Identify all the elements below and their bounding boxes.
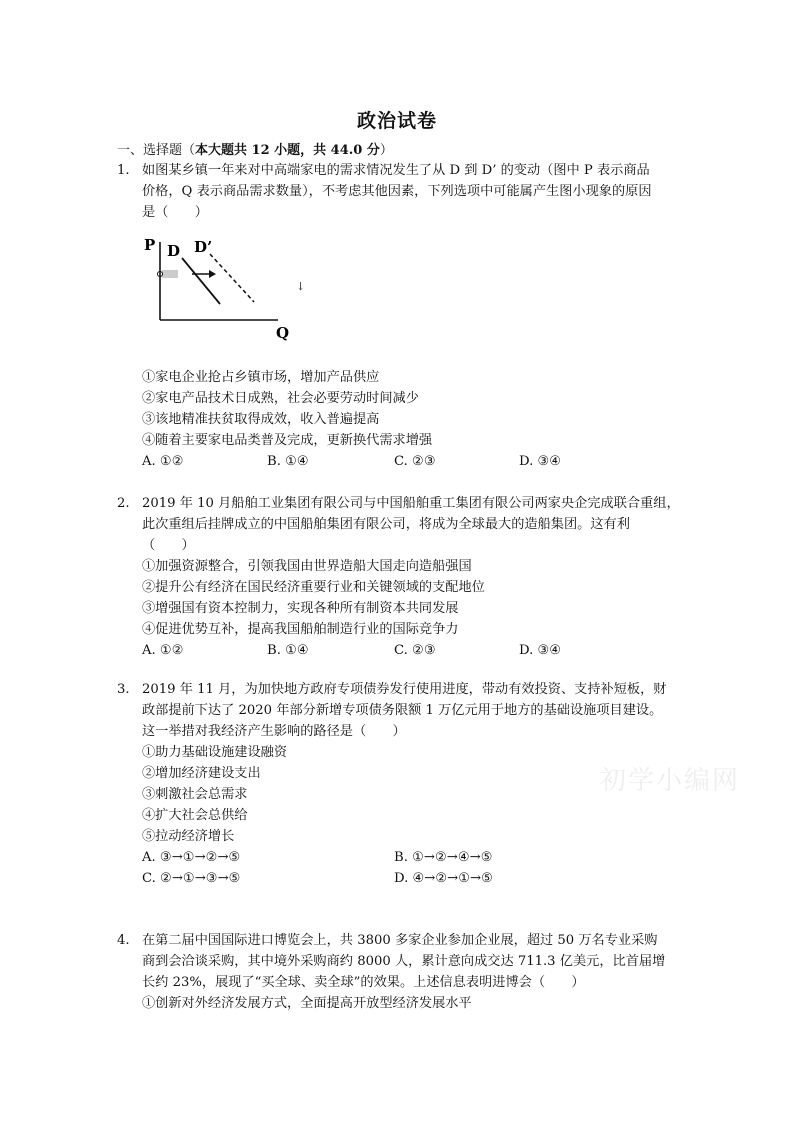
demand-curve-figure: [140, 232, 310, 342]
choice-b[interactable]: B. ①→②→④→⑤: [394, 850, 493, 865]
question-text-line: 2019 年 10 月船舶工业集团有限公司与中国船舶重工集团有限公司两家央企完成联合重组，: [142, 496, 680, 511]
choice-d[interactable]: D. ③④: [519, 643, 562, 658]
section-heading: 一、选择题（本大题共 12 小题，共 44.0 分）: [117, 143, 393, 158]
statement-item: ①加强资源整合，引领我国由世界造船大国走向造船强国: [142, 559, 472, 574]
shift-arrow-head: [209, 270, 216, 278]
statement-item: ⑤拉动经济增长: [142, 829, 235, 844]
choice-c[interactable]: C. ②③: [394, 643, 436, 658]
statement-item: ②家电产品技术日成熟，社会必要劳动时间减少: [142, 391, 419, 406]
question-1-options: [117, 367, 697, 472]
choice-c[interactable]: C. ②→①→③→⑤: [142, 871, 241, 886]
choice-a[interactable]: A. ③→①→②→⑤: [142, 850, 241, 865]
statement-item: ①家电企业抢占乡镇市场，增加产品供应: [142, 370, 380, 385]
answer-choices: [142, 451, 697, 472]
answer-choices: [142, 640, 697, 661]
p-axis-label: P: [144, 236, 156, 254]
question-number: 3.: [117, 682, 130, 697]
watermark: 初学小编网: [600, 766, 741, 796]
question-4: [117, 930, 697, 1014]
answer-choices-row-1: [142, 847, 697, 868]
question-text-line: 政部提前下达了 2020 年部分新增专项债务限额 1 万亿元用于地方的基础设施项目建设。: [142, 703, 663, 718]
question-text-line: 这一举措对我经济产生影响的路径是（ ）: [142, 724, 406, 739]
question-text-line: 长约 23%，展现了“买全球、卖全球”的效果。上述信息表明进博会（ ）: [142, 975, 585, 990]
statement-item: ②增加经济建设支出: [142, 766, 261, 781]
question-1: [117, 160, 697, 223]
statement-item: ③该地精准扶贫取得成效，收入普遍提高: [142, 412, 380, 427]
page-title: 政治试卷: [356, 110, 437, 132]
question-text-line: 是（ ）: [142, 205, 208, 220]
statement-item: ①助力基础设施建设融资: [142, 745, 288, 760]
choice-a[interactable]: A. ①②: [142, 454, 184, 469]
choice-d[interactable]: D. ③④: [519, 454, 562, 469]
choice-b[interactable]: B. ①④: [267, 454, 309, 469]
demand-curve-svg: [140, 232, 310, 342]
statement-item: ④扩大社会总供给: [142, 808, 248, 823]
choice-c[interactable]: C. ②③: [394, 454, 436, 469]
question-number: 2.: [117, 496, 130, 511]
statement-item: ③增强国有资本控制力，实现各种所有制资本共同发展: [142, 601, 459, 616]
small-arrow-mark: ↓: [296, 280, 306, 293]
question-2: [117, 493, 697, 661]
choice-d[interactable]: D. ④→②→①→⑤: [394, 871, 493, 886]
question-text-line: 如图某乡镇一年来对中高端家电的需求情况发生了从 D 到 D’ 的变动（图中 P 表示商品: [142, 163, 650, 178]
choice-a[interactable]: A. ①②: [142, 643, 184, 658]
statement-item: ③刺激社会总需求: [142, 787, 248, 802]
question-number: 4.: [117, 933, 130, 948]
d-label: D: [167, 242, 181, 260]
answer-choices-row-2: [142, 868, 697, 889]
demand-curve-d-prime: [210, 254, 254, 302]
choice-b[interactable]: B. ①④: [267, 643, 309, 658]
question-number: 1.: [117, 163, 130, 178]
statement-item: ①创新对外经济发展方式，全面提高开放型经济发展水平: [142, 996, 472, 1011]
q-axis-label: Q: [276, 324, 290, 342]
d-prime-label: D’: [194, 238, 213, 256]
question-text-line: （ ）: [142, 538, 195, 553]
statement-item: ④随着主要家电品类普及完成，更新换代需求增强: [142, 433, 433, 448]
statement-item: ②提升公有经济在国民经济重要行业和关键领域的支配地位: [142, 580, 485, 595]
statement-item: ④促进优势互补，提高我国船舶制造行业的国际竞争力: [142, 622, 459, 637]
question-text-line: 价格，Q 表示商品需求数量），不考虑其他因素，下列选项中可能属产生图小现象的原因: [142, 184, 652, 199]
question-text-line: 在第二届中国国际进口博览会上，共 3800 多家企业参加企业展，超过 50 万名专业采购: [142, 933, 658, 948]
question-text-line: 商到会洽谈采购，其中境外采购商约 8000 人，累计意向成交达 711.3 亿美元，比首届增: [142, 954, 666, 969]
demand-curve-d: [182, 258, 220, 304]
question-text-line: 2019 年 11 月，为加快地方政府专项债券发行使用进度，带动有效投资、支持补短板，财: [142, 682, 667, 697]
question-text-line: 此次重组后挂牌成立的中国船舶集团有限公司，将成为全球最大的造船集团。这有利: [142, 517, 630, 532]
